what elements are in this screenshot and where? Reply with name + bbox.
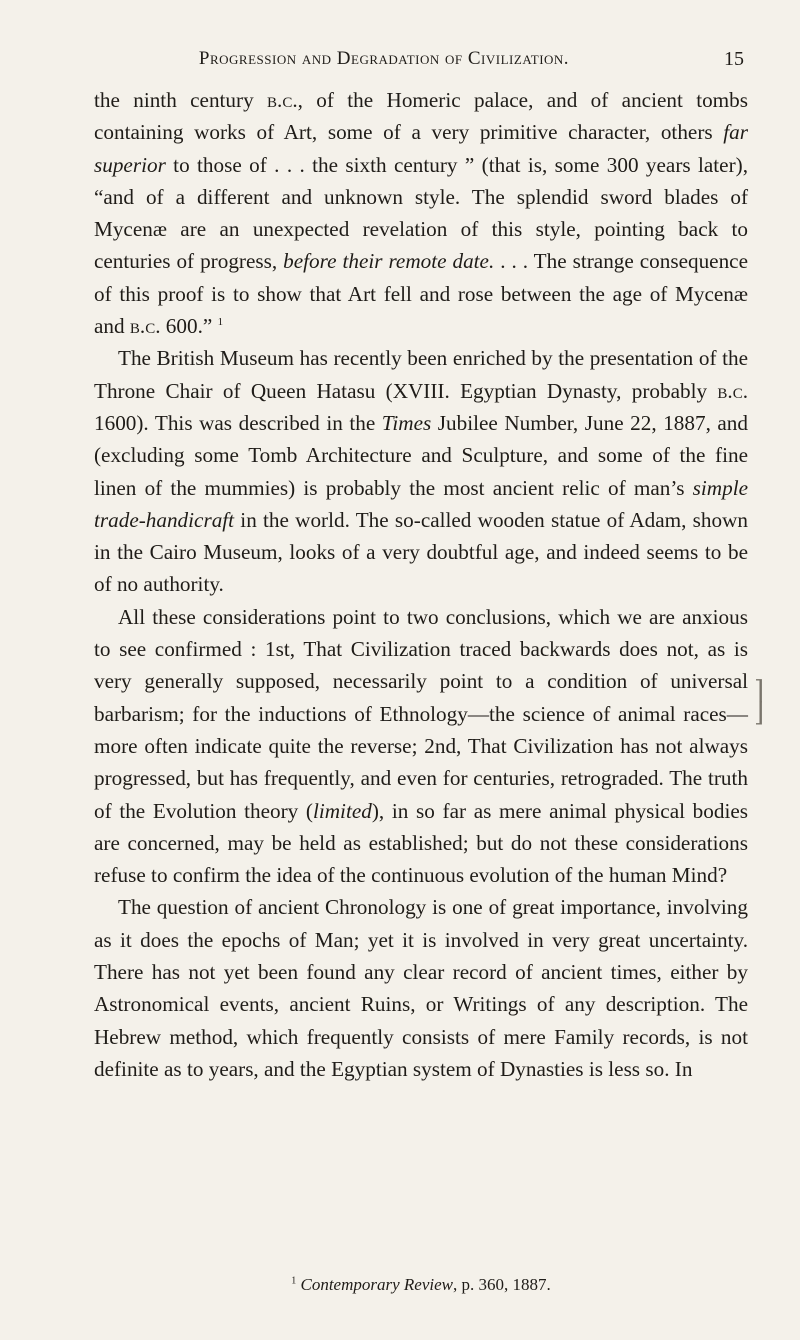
paragraph	[94, 84, 748, 342]
paragraph	[94, 342, 748, 600]
text-run: . . . The strange consequence of this proof is to show that Art fell and rose between the age of Mycenæ and	[94, 249, 748, 339]
footnote-reference: 1	[217, 316, 224, 329]
italic-text: far superior	[94, 120, 748, 177]
text-run: 1600). This was described in the	[94, 410, 382, 435]
page-number: 15	[724, 48, 744, 70]
paragraph	[94, 601, 748, 892]
text-run: ), in so far as mere animal physical bodies are concerned, may be held as established; but do not these considerations refuse to confirm the idea of the continuous evolution of the human Mind?	[94, 798, 748, 888]
text-run: the ninth century	[94, 88, 268, 112]
text-run: The question of ancient Chronology is one of great importance, involving as it does the epochs of Man; yet it is involved in very great uncertainty. There has not yet been found any clear record of ancient times, either by Astronomical events, ancient Ruins, or Writings of any description. The Hebrew method, which frequently consists of mere Family records, is not definite as to years, and the Egyptian system of Dynasties is less so. In	[94, 895, 748, 1081]
footnote-citation: , p. 360, 1887.	[453, 1275, 551, 1294]
text-run: All these considerations point to two conclusions, which we are anxious to see confirmed : 1st, That Civilization traced backwards does not, as is very generally supposed, necessarily point to a condition of universal barbarism; for the inductions of Ethnology—the science of animal races—more often indicate quite the reverse; 2nd, That Civilization has not always progressed, but has frequently, and even for centuries, retrograded. The truth of the Evolution theory (	[94, 604, 748, 823]
text-run: to those of . . . the sixth century ” (that is, some 300 years later), “and of a different and unknown style. The splendid sword blades of Mycenæ are an unexpected revelation of this style, pointing back to centuries of progress,	[94, 152, 748, 274]
small-caps-text: b.c.	[129, 314, 161, 339]
margin-bracket-mark: ⌉ ⌋	[754, 676, 765, 728]
text-run: The British Museum has recently been enriched by the presentation of the Throne Chair of Queen Hatasu (XVIII. Egyptian Dynasty, probably	[94, 346, 748, 403]
text-run: , of the Homeric palace, and of ancient tombs containing works of Art, some of a very primitive character, others	[94, 88, 748, 145]
footnote	[94, 1275, 748, 1295]
italic-text: limited	[312, 798, 372, 823]
italic-text: Times	[381, 410, 432, 435]
small-caps-text: b.c.	[717, 378, 748, 403]
text-run: Jubilee Number, June 22, 1887, and (excluding some Tomb Architecture and Sculpture, and some of the fine linen of the mummies) is probably the most ancient relic of man’s	[94, 410, 748, 500]
italic-text: before their remote date.	[283, 249, 495, 274]
page-header	[94, 48, 744, 80]
text-run: in the world. The so-called wooden statue of Adam, shown in the Cairo Museum, looks of a very doubtful age, and indeed seems to be of no authority.	[94, 507, 748, 597]
running-title: Progression and Degradation of Civilization.	[198, 48, 570, 69]
small-caps-text: b.c.	[267, 88, 298, 112]
text-run: 600.”	[160, 314, 218, 339]
footnote-source: Contemporary Review	[300, 1275, 453, 1294]
paragraph	[94, 891, 748, 1085]
footnote-marker: 1	[291, 1275, 297, 1287]
body-text	[94, 84, 748, 1085]
italic-text: simple trade-handicraft	[94, 475, 748, 532]
